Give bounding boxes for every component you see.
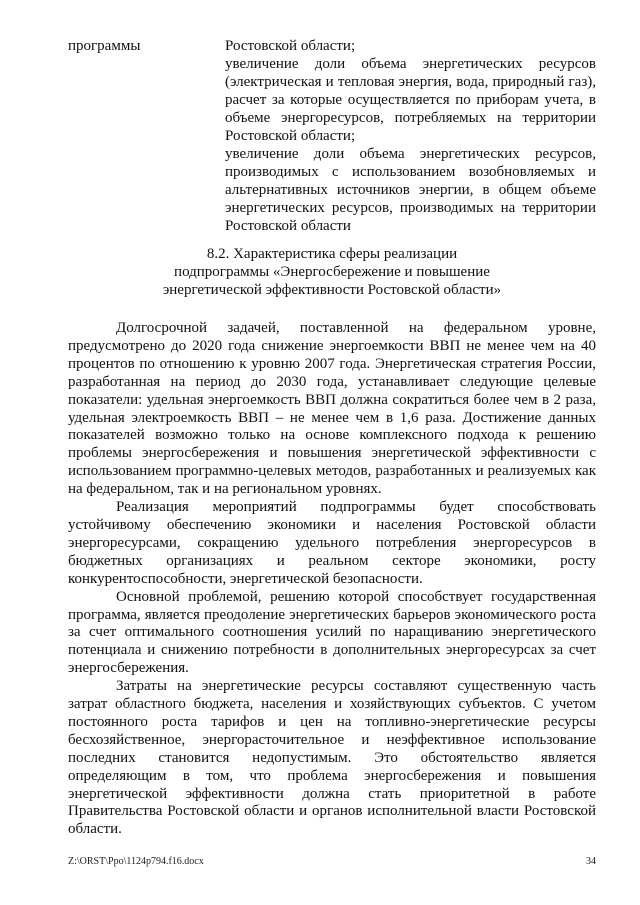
paragraph: Долгосрочной задачей, поставленной на федеральном уровне, предусмотрено до 2020 года снижение энергоемкости ВВП не менее чем на 40 процентов по отношению к уровню 2007 года. Энергетическая стратегия России, разработанная на период до 2030 года, устанавливает следующие целевые показатели: удельная энергоемкость ВВП должна сократиться более чем в 2 раза, удельная электроемкость ВВП – не менее чем в 1,6 раза. Достижение данных показателей возможно только на основе комплексного подхода к решению проблемы энергосбережения и повышения энергетической эффективности с использованием программно-целевых методов, разработанных и реализуемых как на федеральном, так и на региональном уровнях. bbox=[68, 320, 596, 498]
body-text bbox=[68, 320, 596, 839]
table-right-cell bbox=[225, 37, 596, 235]
table-right-item: увеличение доли объема энергетических ресурсов (электрическая и тепловая энергия, вода, природный газ), расчет за которые осуществляется по приборам учета, в объеме энергоресурсов, потребляемых на территории Ростовской области; bbox=[225, 56, 596, 144]
paragraph: Затраты на энергетические ресурсы составляют существенную часть затрат областного бюджета, населения и хозяйствующих субъектов. С учетом постоянного роста тарифов и цен на топливно-энергетические ресурсы бесхозяйственное, энергорасточительное и неэффективное использование последних становится недопустимым. Это обстоятельство является определяющим в том, что проблема энергосбережения и повышения энергетической эффективности должна стать приоритетной в работе Правительства Ростовской области и органов исполнительной власти Ростовской области. bbox=[68, 678, 596, 838]
table-right-line: Ростовской области; bbox=[225, 38, 356, 54]
table-left-cell: программы bbox=[68, 38, 141, 54]
paragraph: Основной проблемой, решению которой способствует государственная программа, является преодоление энергетических барьеров экономического роста за счет оптимального соотношения усилий по наращиванию энергетического потенциала и снижению потребности в дополнительных энергоресурсах за счет энергосбережения. bbox=[68, 588, 596, 677]
section-heading-line: подпрограммы «Энергосбережение и повышение bbox=[174, 264, 490, 280]
paragraph: Реализация мероприятий подпрограммы будет способствовать устойчивому обеспечению экономики и населения Ростовской области энергоресурсами, сокращению удельного потребления энергоресурсов в бюджетных организациях и реальном секторе экономики, росту конкурентоспособности, энергетической безопасности. bbox=[68, 499, 596, 587]
page-number: 34 bbox=[586, 856, 596, 867]
section-heading-line: энергетической эффективности Ростовской области» bbox=[162, 282, 502, 298]
table-right-item: увеличение доли объема энергетических ресурсов, производимых с использованием возобновляемых и альтернативных источников энергии, в общем объеме энергетических ресурсов, производимых на территории Ростовской области bbox=[225, 146, 596, 234]
section-heading bbox=[68, 245, 596, 299]
section-heading-line: 8.2. Характеристика сферы реализации bbox=[206, 246, 458, 262]
footer-file-path: Z:\ORST\Ppo\1124p794.f16.docx bbox=[68, 856, 204, 867]
